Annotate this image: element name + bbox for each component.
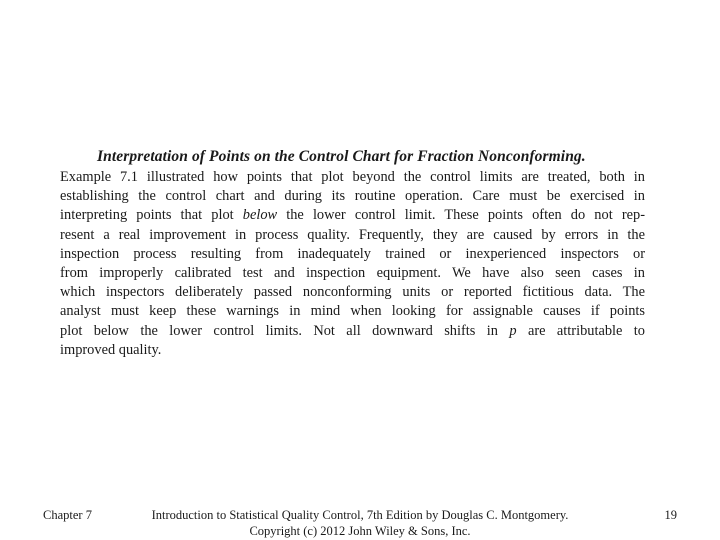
emphasis-below: below (242, 207, 278, 224)
paragraph-line (60, 206, 645, 225)
footer-citation-line: Introduction to Statistical Quality Control, 7th Edition by Douglas C. Montgomery. (151, 508, 569, 522)
footer-citation (140, 507, 580, 539)
paragraph-text: the lower control limit. These points often do not rep- (277, 207, 645, 224)
paragraph-line: from improperly calibrated test and inspection equipment. We have also seen cases in (60, 264, 645, 281)
section-heading: Interpretation of Points on the Control Chart for Fraction Nonconforming. (97, 148, 586, 165)
paragraph-text: are attributable to (516, 322, 645, 339)
paragraph-line (60, 322, 645, 341)
footer-copyright-line: Copyright (c) 2012 John Wiley & Sons, Inc. (249, 524, 471, 538)
paragraph-line: Example 7.1 illustrated how points that plot beyond the control limits are treated, both in (60, 169, 645, 185)
paragraph-line: which inspectors deliberately passed nonconforming units or reported fictitious data. The (60, 284, 645, 301)
paragraph-line: resent a real improvement in process quality. Frequently, they are caused by errors in the (60, 226, 645, 243)
paragraph-text: plot below the lower control limits. Not all downward shifts in (60, 322, 510, 339)
page-number: 19 (664, 508, 677, 522)
footer-chapter: Chapter 7 (43, 508, 92, 522)
paragraph-line: analyst must keep these warnings in mind when looking for assignable causes if points (60, 303, 645, 320)
paragraph-line: establishing the control chart and during its routine operation. Care must be exercised in (60, 188, 645, 205)
paragraph-line: inspection process resulting from inadequately trained or inexperienced inspectors or (60, 245, 645, 262)
paragraph-text: interpreting points that plot (60, 207, 243, 224)
body-paragraph (60, 168, 645, 360)
variable-p: p (509, 322, 517, 339)
paragraph-line: improved quality. (60, 341, 162, 358)
